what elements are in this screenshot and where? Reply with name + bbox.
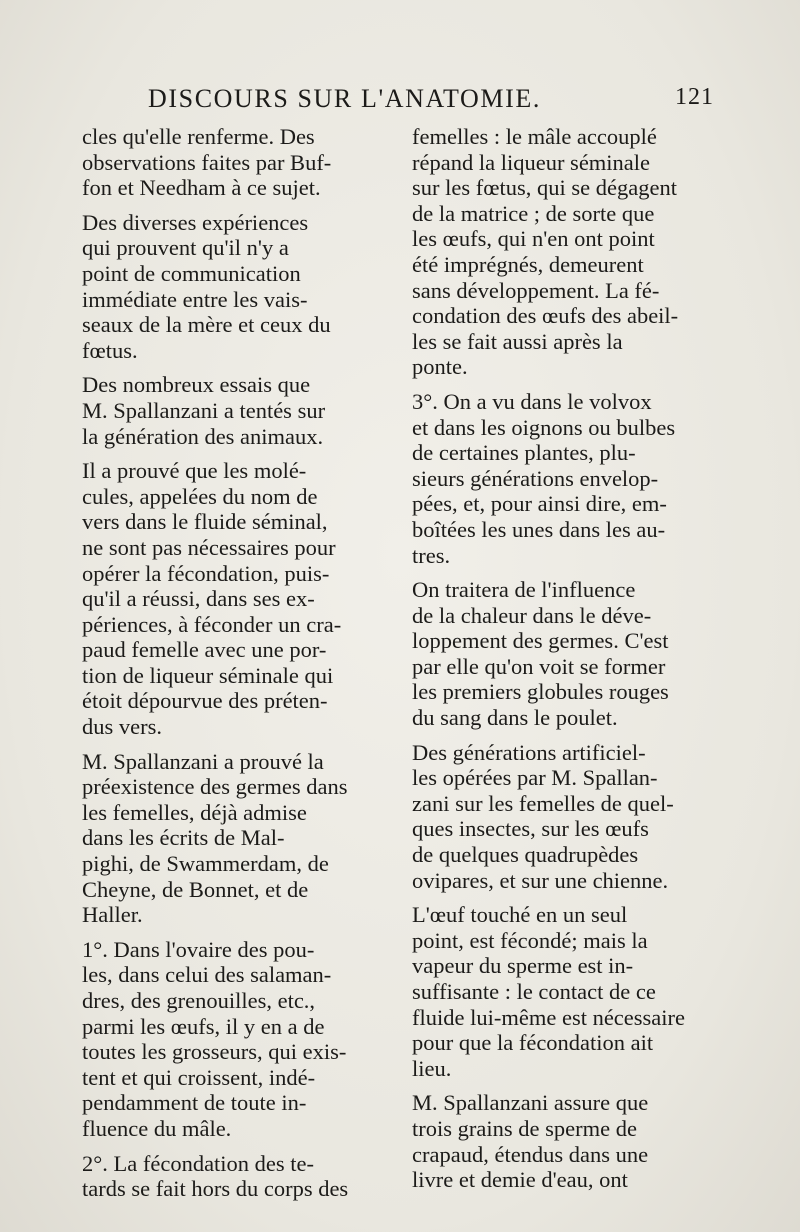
- running-header: [148, 84, 714, 118]
- paragraph: 2°. La fécondation des te- tards se fait hors du corps des: [82, 1150, 349, 1202]
- paragraph: cles qu'elle renferme. Des observations faites par Buf- fon et Needham à ce sujet.: [82, 124, 332, 201]
- left-text-column: [82, 124, 394, 1202]
- page-number: 121: [675, 84, 714, 110]
- paragraph: M. Spallanzani a prouvé la préexistence des germes dans les femelles, déjà admise dans les écrits de Mal- pighi, de Swammerdam, de Cheyne, de Bonnet, et de Haller.: [82, 748, 348, 928]
- paragraph: Des nombreux essais que M. Spallanzani a tentés sur la génération des animaux.: [82, 372, 326, 449]
- paragraph: Des diverses expériences qui prouvent qu'il n'y a point de communication immédiate entre les vais- seaux de la mère et ceux du fœtus.: [82, 209, 331, 363]
- paragraph: 3°. On a vu dans le volvox et dans les oignons ou bulbes de certaines plantes, plu- sieurs générations envelop- pées, et, pour ainsi dire, em- boîtées les unes dans les au- tres.: [412, 388, 676, 568]
- paragraph: M. Spallanzani assure que trois grains de sperme de crapaud, étendus dans une livre et demie d'eau, ont: [412, 1090, 649, 1193]
- paragraph: femelles : le mâle accouplé répand la liqueur séminale sur les fœtus, qui se dégagent de la matrice ; de sorte que les œufs, qui n'en ont point été imprégnés, demeurent sans développement. La fé- condation des œufs des abeil- les se fait aussi après la ponte.: [412, 124, 679, 380]
- running-title: DISCOURS SUR L'ANATOMIE.: [148, 84, 541, 113]
- paragraph: 1°. Dans l'ovaire des pou- les, dans celui des salaman- dres, des grenouilles, etc., parmi les œufs, il y en a de toutes les grosseurs, qui exis- tent et qui croissent, indé- pendamment de toute in- fluence du mâle.: [82, 936, 347, 1141]
- paragraph: On traitera de l'influence de la chaleur dans le déve- loppement des germes. C'est par elle qu'on voit se former les premiers globules rouges du sang dans le poulet.: [412, 577, 669, 731]
- paragraph: Il a prouvé que les molé- cules, appelées du nom de vers dans le fluide séminal, ne sont pas nécessaires pour opérer la fécondation, puis- qu'il a réussi, dans ses ex- périences, à féconder un cra- paud femelle avec une por- tion de liqueur séminale qui étoit dépourvue des préten- dus vers.: [82, 458, 342, 740]
- paragraph: Des générations artificiel- les opérées par M. Spallan- zani sur les femelles de quel- ques insectes, sur les œufs de quelques quadrupèdes ovipares, et sur une chienne.: [412, 739, 674, 893]
- right-text-column: [412, 124, 730, 1193]
- paragraph: L'œuf touché en un seul point, est fécondé; mais la vapeur du sperme est in- suffisante : le contact de ce fluide lui-même est nécessaire pour que la fécondation ait lieu.: [412, 902, 686, 1081]
